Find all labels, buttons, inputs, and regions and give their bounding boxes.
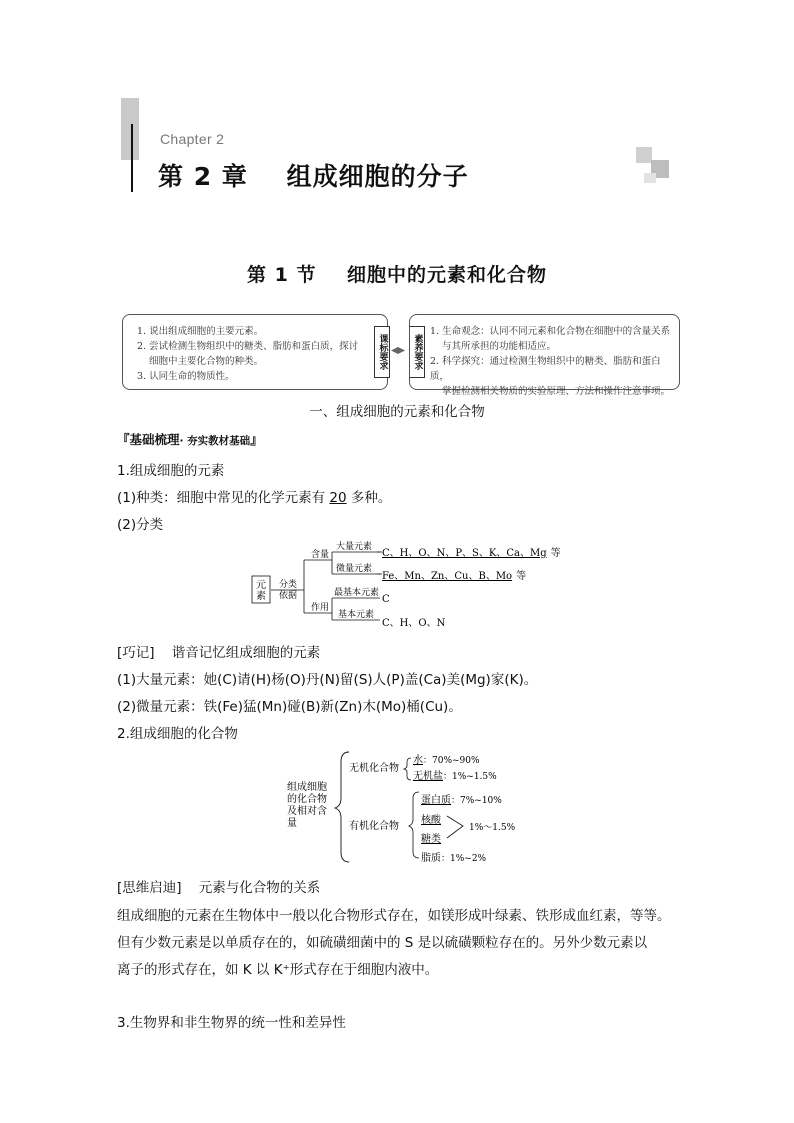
main-brace	[335, 752, 349, 862]
connector-diamond-icon	[391, 347, 405, 354]
requirement-line: 1. 生命观念：认同不同元素和化合物在细胞中的含量关系	[430, 326, 671, 337]
decor-square	[644, 173, 656, 183]
protein-item	[421, 793, 502, 806]
root-char: 素	[256, 591, 266, 602]
protein-value: ：7%~10%	[451, 796, 502, 806]
basis-label: 依据	[278, 591, 298, 601]
minor-elements-items	[382, 569, 526, 582]
nucleic-sugar-value: 1%～1.5%	[469, 823, 516, 833]
curriculum-requirements-tag: 课标要求	[374, 326, 390, 378]
item1-kind	[117, 486, 391, 506]
nucleic-acid-label: 核酸	[421, 815, 441, 826]
root-char: 元	[256, 580, 266, 591]
item1-kind-num: 20	[329, 490, 347, 506]
chapter-decor-line	[131, 124, 133, 192]
banner-title: 基础梳理	[129, 432, 180, 447]
major-elements-items	[382, 546, 561, 559]
basics-banner	[117, 430, 263, 448]
lipid-item	[421, 851, 487, 864]
section-title: 第 1 节 细胞中的元素和化合物	[247, 264, 547, 286]
insight-line: 离子的形式存在，如 K 以 K⁺形式存在于细胞内液中。	[117, 962, 439, 978]
angle-bracket	[447, 816, 463, 838]
mnemonic-major: (1)大量元素：她(C)请(H)杨(O)丹(N)留(S)人(P)盖(Ca)美(Mg)家(K)。	[117, 672, 538, 688]
item1-kind-post: 多种。	[346, 490, 392, 506]
chapter-decor-bar	[121, 98, 139, 160]
salt-label: 无机盐	[413, 771, 443, 782]
item2-title: 2.组成细胞的化合物	[117, 726, 238, 742]
major-elements-list: C、H、O、N、P、S、K、Ca、Mg	[382, 548, 547, 559]
banner-bracket-right: 』	[250, 432, 263, 447]
insight-title: [思维启迪] 元素与化合物的关系	[117, 880, 321, 896]
requirement-line: 2. 科学探究：通过检测生物组织中的糖类、脂肪和蛋白质，	[430, 356, 661, 382]
salt-item	[413, 769, 497, 782]
requirement-line: 2. 尝试检测生物组织中的糖类、脂肪和蛋白质，探讨	[137, 341, 359, 352]
most-basic-items: C	[382, 594, 390, 605]
major-suffix: 等	[550, 548, 561, 559]
root-line: 的化合物	[287, 794, 327, 805]
water-item	[413, 753, 480, 766]
literacy-requirements-box	[409, 314, 680, 397]
mnemonic-minor: (2)微量元素：铁(Fe)猛(Mn)碰(B)新(Zn)木(Mo)桶(Cu)。	[117, 699, 462, 715]
insight-line: 组成细胞的元素在生物体中一般以化合物形式存在，如镁形成叶绿素、铁形成血红素，等等。	[117, 908, 671, 924]
part-heading: 一、组成细胞的元素和化合物	[309, 404, 485, 420]
major-elements-label: 大量元素	[336, 542, 373, 552]
insight-line: 但有少数元素是以单质存在的，如硫磺细菌中的 S 是以硫磺颗粒存在的。另外少数元素以	[117, 935, 648, 951]
root-line: 及相对含	[287, 806, 327, 817]
item1-kind-pre: (1)种类：细胞中常见的化学元素有	[117, 490, 330, 506]
decor-square	[636, 147, 652, 163]
inorganic-label: 无机化合物	[349, 763, 399, 774]
requirement-line: 掌握检测相关物质的实验原理、方法和操作注意事项。	[442, 386, 671, 397]
function-label: 作用	[311, 603, 330, 613]
root-line: 量	[287, 818, 297, 829]
salt-value: ：1%~1.5%	[443, 772, 497, 782]
requirement-line: 1. 说出组成细胞的主要元素。	[137, 326, 264, 337]
water-label: 水	[413, 755, 423, 766]
sugar-label: 糖类	[421, 834, 441, 845]
minor-elements-label: 微量元素	[336, 564, 373, 574]
requirement-line: 细胞中主要化合物的种类。	[149, 356, 264, 367]
item1-title: 1.组成细胞的元素	[117, 463, 225, 479]
banner-subtitle: · 夯实教材基础	[179, 435, 251, 447]
organic-label: 有机化合物	[349, 821, 399, 832]
requirement-line: 与其所承担的功能相适应。	[442, 341, 557, 352]
literacy-requirements-tag: 素养要求	[409, 326, 425, 378]
insight-paragraph	[117, 903, 697, 984]
lipid-label: 脂质	[421, 853, 441, 864]
element-classification-diagram	[240, 536, 561, 634]
minor-elements-list: Fe、Mn、Zn、Cu、B、Mo	[382, 571, 513, 582]
item1-classification: (2)分类	[117, 517, 164, 533]
basic-label: 基本元素	[338, 610, 375, 620]
most-basic-label: 最基本元素	[334, 588, 380, 598]
banner-bracket-left: 『	[117, 432, 130, 447]
item3-title: 3.生物界和非生物界的统一性和差异性	[117, 1015, 346, 1031]
curriculum-requirements-box	[122, 314, 388, 390]
compound-composition-diagram	[283, 748, 533, 868]
content-label: 含量	[311, 550, 330, 560]
lipid-value: ：1%~2%	[441, 854, 487, 864]
basic-items: C、H、O、N	[382, 618, 446, 629]
mnemonic-title: [巧记] 谐音记忆组成细胞的元素	[117, 645, 321, 661]
requirement-line: 3. 认同生命的物质性。	[137, 371, 235, 382]
water-value: ：70%~90%	[423, 756, 480, 766]
basis-label: 分类	[278, 580, 298, 590]
chapter-title: 第 2 章 组成细胞的分子	[158, 162, 469, 191]
minor-suffix: 等	[516, 571, 527, 582]
chapter-label: Chapter 2	[160, 131, 225, 147]
protein-label: 蛋白质	[421, 795, 451, 806]
root-line: 组成细胞	[287, 782, 327, 793]
